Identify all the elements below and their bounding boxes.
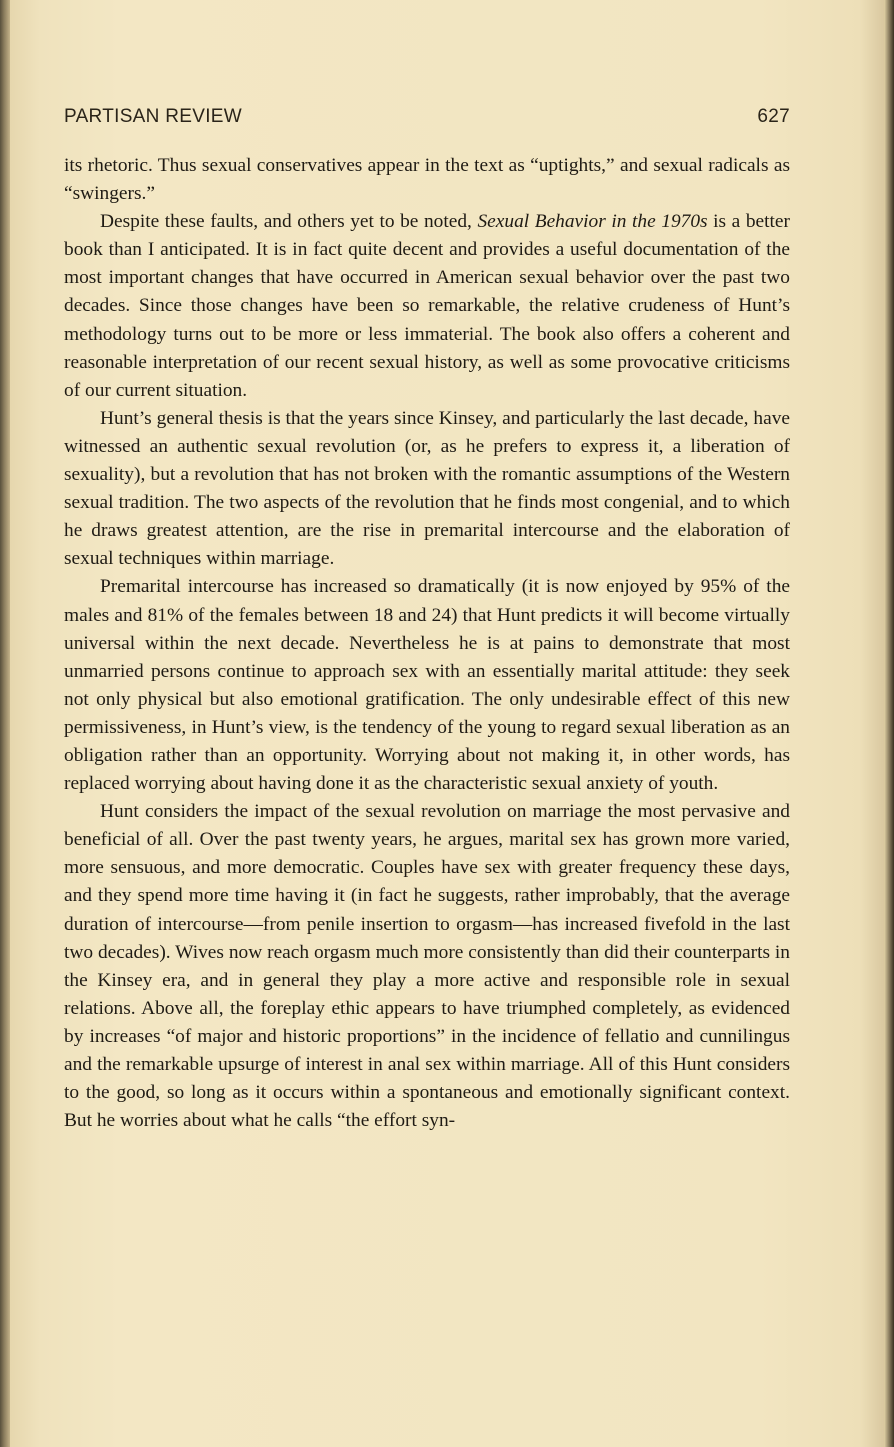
page-number: 627 (757, 106, 790, 127)
article-body (64, 152, 790, 1135)
paragraph-lead: Despite these faults, and others yet to be noted, (100, 211, 478, 233)
paragraph-text: Premarital intercourse has increased so dramatically (it is now enjoyed by 95% of the males and 81% of the females between 18 and 24) that Hunt predicts it will become virtually universal within the next decade. Nevertheless he is at pains to demonstrate that most unmarried persons continue to approach sex with an essentially marital attitude: they seek not only physical but also emotional gratification. The only undesirable effect of this new permissiveness, in Hunt’s view, is the tendency of the young to regard sexual liberation as an obligation rather than an opportunity. Worrying about not making it, in other words, has replaced worrying about having done it as the characteristic sexual anxiety of youth. (64, 576, 790, 795)
paragraph-text: Hunt’s general thesis is that the years since Kinsey, and particularly the last decade, have witnessed an authentic sexual revolution (or, as he prefers to express it, a liberation of sexuality), but a revolution that has not broken with the romantic assumptions of the Western sexual tradition. The two aspects of the revolution that he finds most congenial, and to which he draws greatest attention, are the rise in premarital intercourse and the elaboration of sexual techniques within marriage. (64, 407, 790, 570)
journal-title: PARTISAN REVIEW (64, 106, 242, 127)
paragraph-1 (64, 152, 790, 208)
page-binding-shadow (0, 0, 10, 1447)
paragraph-5 (64, 798, 790, 1135)
page-edge (884, 0, 894, 1447)
paragraph-text: Hunt considers the impact of the sexual revolution on marriage the most pervasive and beneficial of all. Over the past twenty years, he argues, marital sex has grown more varied, more sensuous, and more democratic. Couples have sex with greater frequency these days, and they spend more time having it (in fact he suggests, rather improbably, that the average duration of intercourse—from penile insertion to orgasm—has increased fivefold in the last two decades). Wives now reach orgasm much more consistently than did their counterparts in the Kinsey era, and in general they play a more active and responsible role in sexual relations. Above all, the foreplay ethic appears to have triumphed completely, as evidenced by increases “of major and historic proportions” in the incidence of fellatio and cunnilingus and the remarkable upsurge of interest in anal sex within marriage. All of this Hunt considers to the good, so long as it occurs within a spontaneous and emotionally significant context. But he worries about what he calls “the effort syn- (64, 801, 790, 1132)
book-title: Sexual Behavior in the 1970s (477, 211, 708, 233)
paragraph-text: is a better book than I anticipated. It is in fact quite decent and provides a useful documentation of the most important changes that have occurred in American sexual behavior over the past two decades. Since those changes have been so remarkable, the relative crudeness of Hunt’s methodology turns out to be more or less immaterial. The book also offers a coherent and reasonable interpretation of our recent sexual history, as well as some provocative criticisms of our current situation. (64, 211, 790, 401)
running-header (64, 106, 790, 134)
paragraph-2 (64, 208, 790, 405)
paragraph-text: its rhetoric. Thus sexual conservatives appear in the text as “uptights,” and sexual radicals as “swingers.” (64, 155, 790, 205)
paragraph-3 (64, 405, 790, 574)
paragraph-4 (64, 573, 790, 798)
